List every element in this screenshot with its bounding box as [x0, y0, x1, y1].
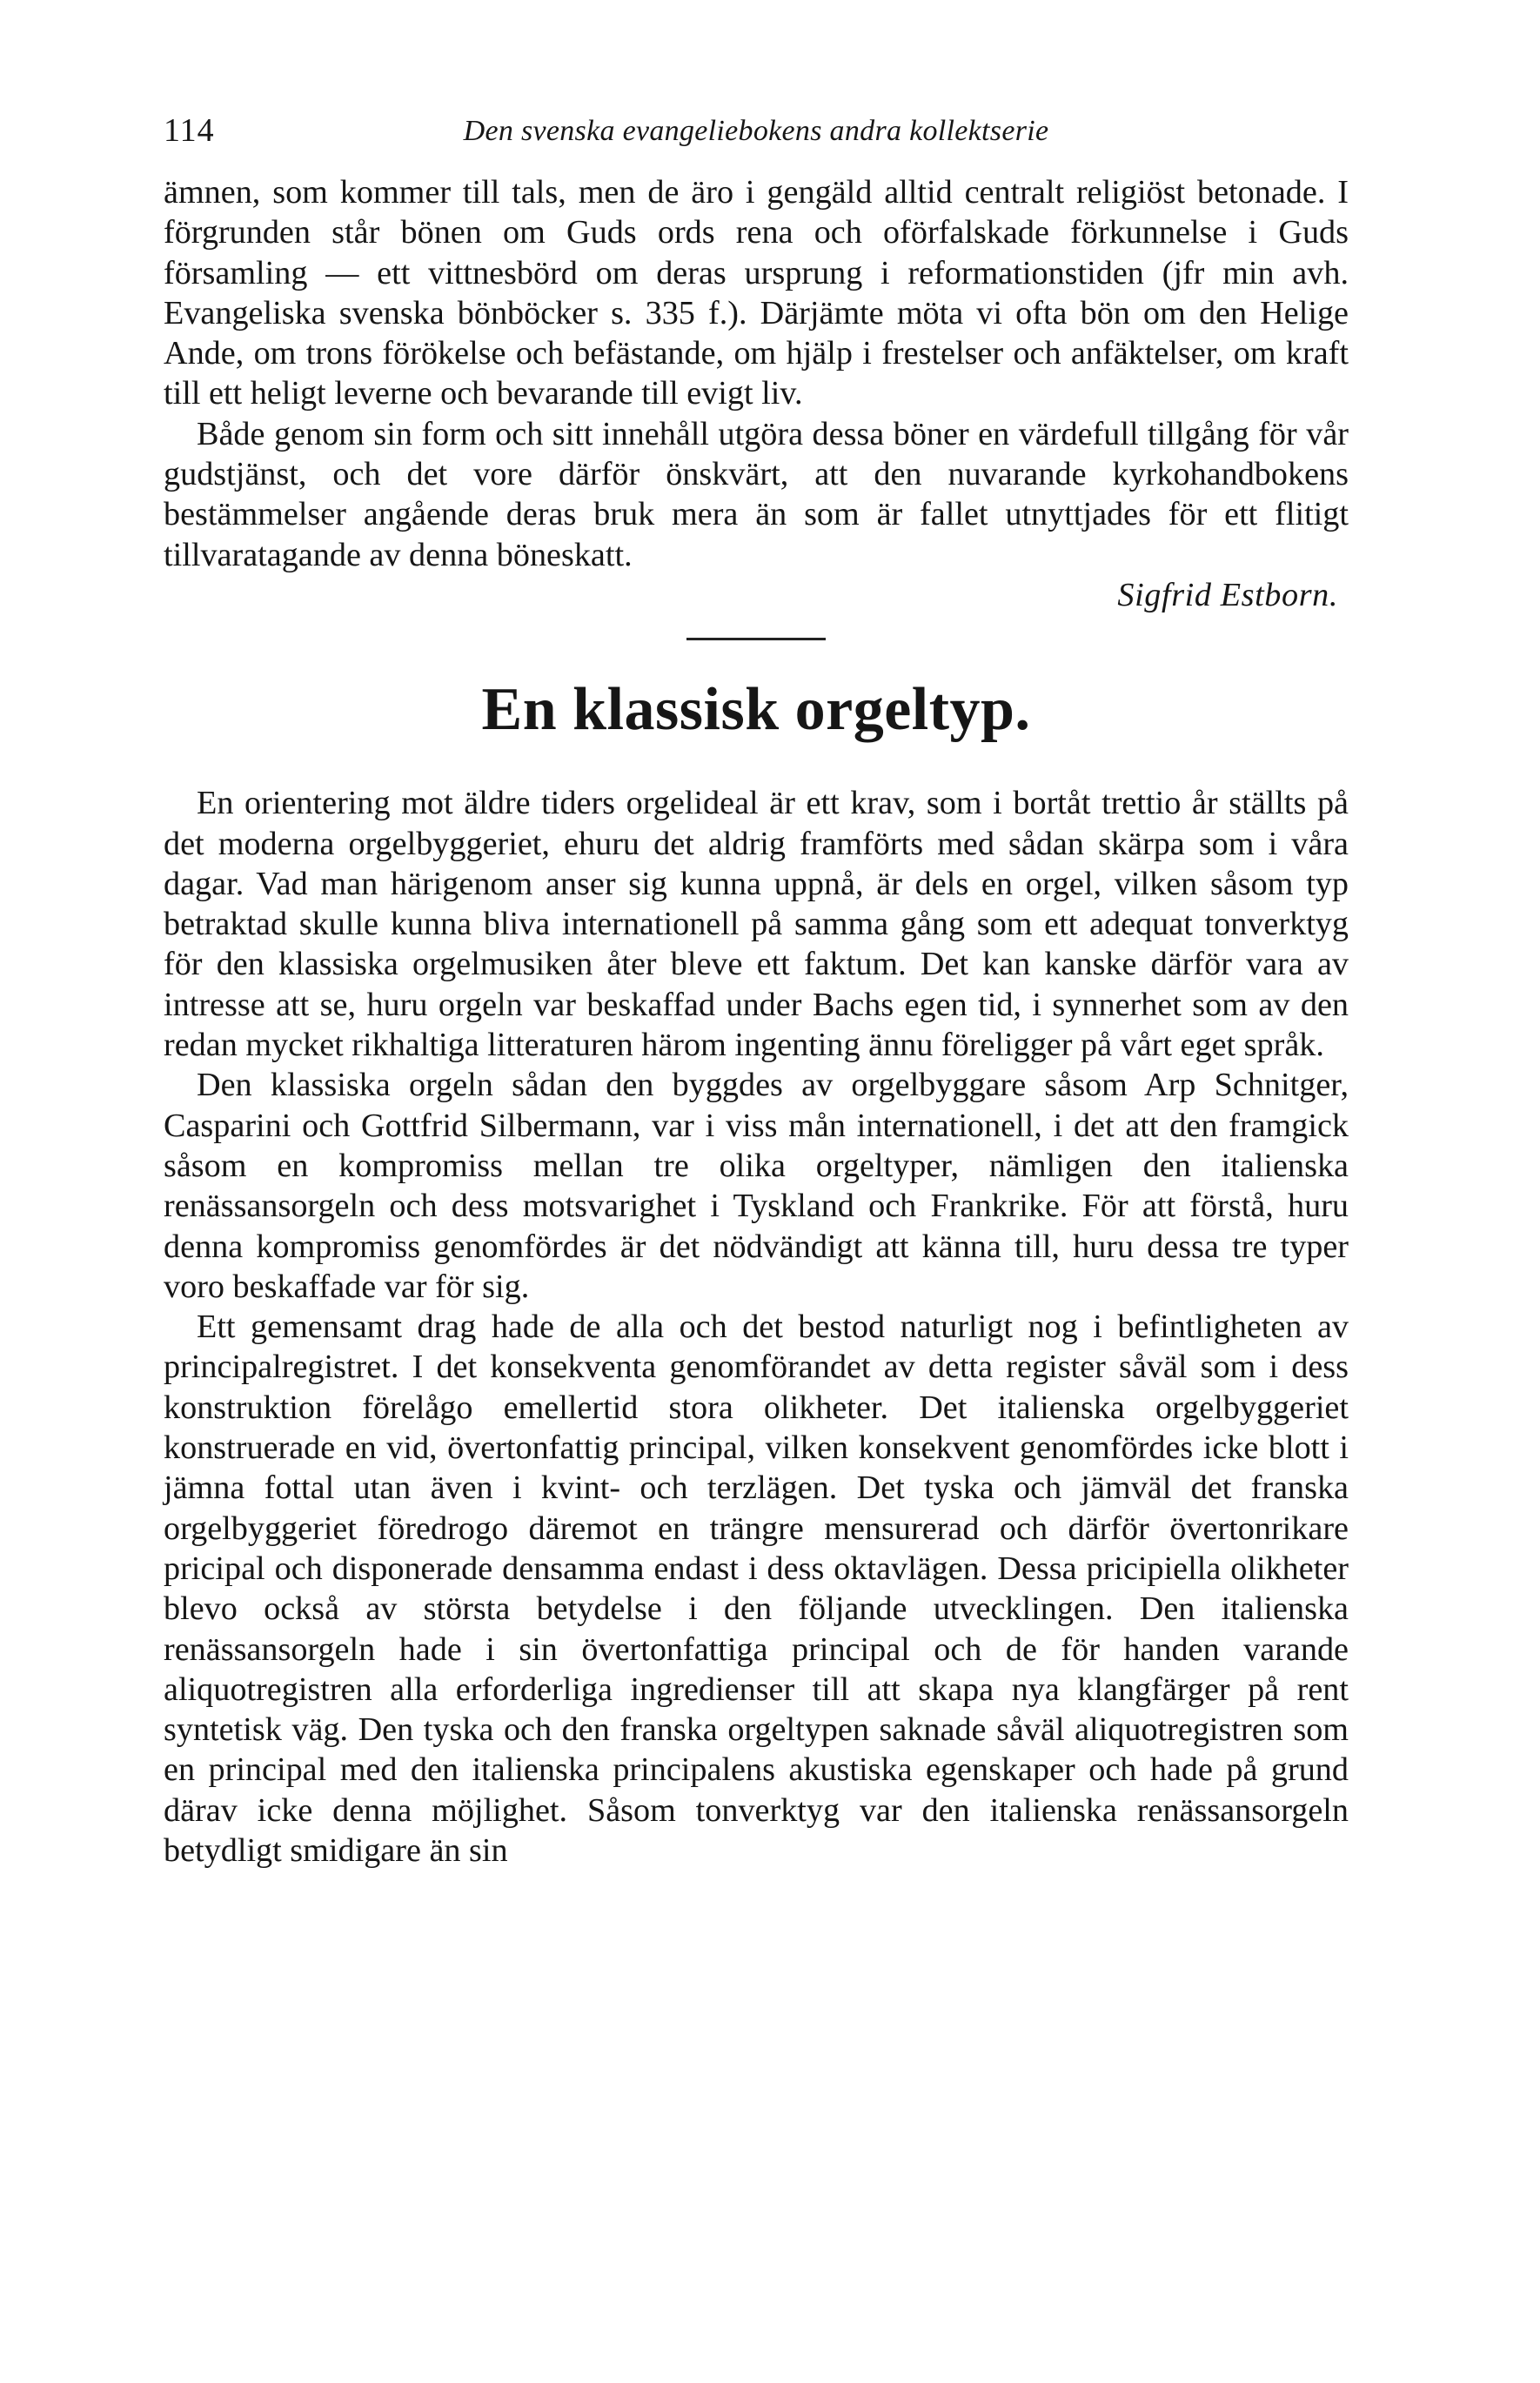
- running-head: [164, 111, 1349, 172]
- article-paragraph-2: Den klassiska orgeln sådan den byggdes av orgelbyggare såsom Arp Schnitger, Casparini och Gottfrid Silbermann, var i viss mån internationell, i det att den framgick såsom en kompromiss mellan tre olika orgeltyper, nämligen den italienska renässansorgeln och dess motsvarighet i Tyskland och Frankrike. För att förstå, huru denna kompromiss genomfördes är det nödvändigt att känna till, huru dessa tre typer voro beskaffade var för sig.: [164, 1067, 1349, 1305]
- previous-article-paragraph-1: ämnen, som kommer till tals, men de äro i gengäld alltid centralt religiöst betonade. I förgrunden står bönen om Guds ords rena och oförfalskade förkunnelse i Guds församling — ett vittnesbörd om deras ursprung i reformationstiden (jfr min avh. Evangeliska svenska bönböcker s. 335 f.). Därjämte möta vi ofta bön om den Helige Ande, om trons förökelse och befästande, om hjälp i frestelser och anfäktelser, om kraft till ett heligt leverne och bevarande till evigt liv.: [164, 174, 1349, 412]
- page-number: 114: [164, 112, 215, 149]
- article-paragraph-1: En orientering mot äldre tiders orgelideal är ett krav, som i bortåt trettio år ställts på det moderna orgelbyggeriet, ehuru det aldrig framförts med sådan skärpa som i våra dagar. Vad man härigenom anser sig kunna uppnå, är dels en orgel, vilken såsom typ betraktad skulle kunna bliva internationell på samma gång som ett adequat tonverktyg för den klassiska orgelmusiken åter bleve ett faktum. Det kan kanske därför vara av intresse att se, huru orgeln var beskaffad under Bachs egen tid, i synnerhet som av den redan mycket rikhaltiga litteraturen härom ingenting ännu föreligger på vårt eget språk.: [164, 785, 1349, 1064]
- previous-article-text: [164, 172, 1349, 575]
- previous-article-paragraph-2: Både genom sin form och sitt innehåll utgöra dessa böner en värdefull tillgång för vår gudstjänst, och det vore därför önskvärt, att den nuvarande kyrkohandbokens bestämmelser angående deras bruk mera än som är fallet utnyttjades för ett flitigt tillvaratagande av denna böneskatt.: [164, 415, 1349, 573]
- section-divider-rule: [686, 638, 826, 640]
- article-text: [164, 783, 1349, 1871]
- author-signature: Sigfrid Estborn.: [1117, 576, 1338, 613]
- article-title: En klassisk orgeltyp.: [481, 676, 1031, 744]
- running-title: Den svenska evangeliebokens andra kollektserie: [463, 115, 1049, 147]
- book-page: [164, 111, 1349, 2365]
- article-paragraph-3: Ett gemensamt drag hade de alla och det bestod naturligt nog i befintligheten av principalregistret. I det konsekventa genomförandet av detta register såväl som i dess konstruktion förelågo emellertid stora olikheter. Det italienska orgelbyggeriet konstruerade en vid, övertonfattig principal, vilken konsekvent genomfördes icke blott i jämna fottal utan även i kvint- och terzlägen. Det tyska och jämväl det franska orgelbyggeriet föredrogo däremot en trängre mensurerad och därför övertonrikare pricipal och disponerade densamma endast i dess oktavlägen. Dessa pricipiella olikheter blevo också av största betydelse i den följande utvecklingen. Den italienska renässansorgeln hade i sin övertonfattiga principal och de för handen varande aliquotregistren alla erforderliga ingredienser till att skapa nya klangfärger på rent syntetisk väg. Den tyska och den franska orgeltypen saknade såväl aliquotregistren som en principal med den italienska principalens akustiska egenskaper och hade på grund därav icke denna möjlighet. Såsom tonverktyg var den italienska renässansorgeln betydligt smidigare än sin: [164, 1309, 1349, 1869]
